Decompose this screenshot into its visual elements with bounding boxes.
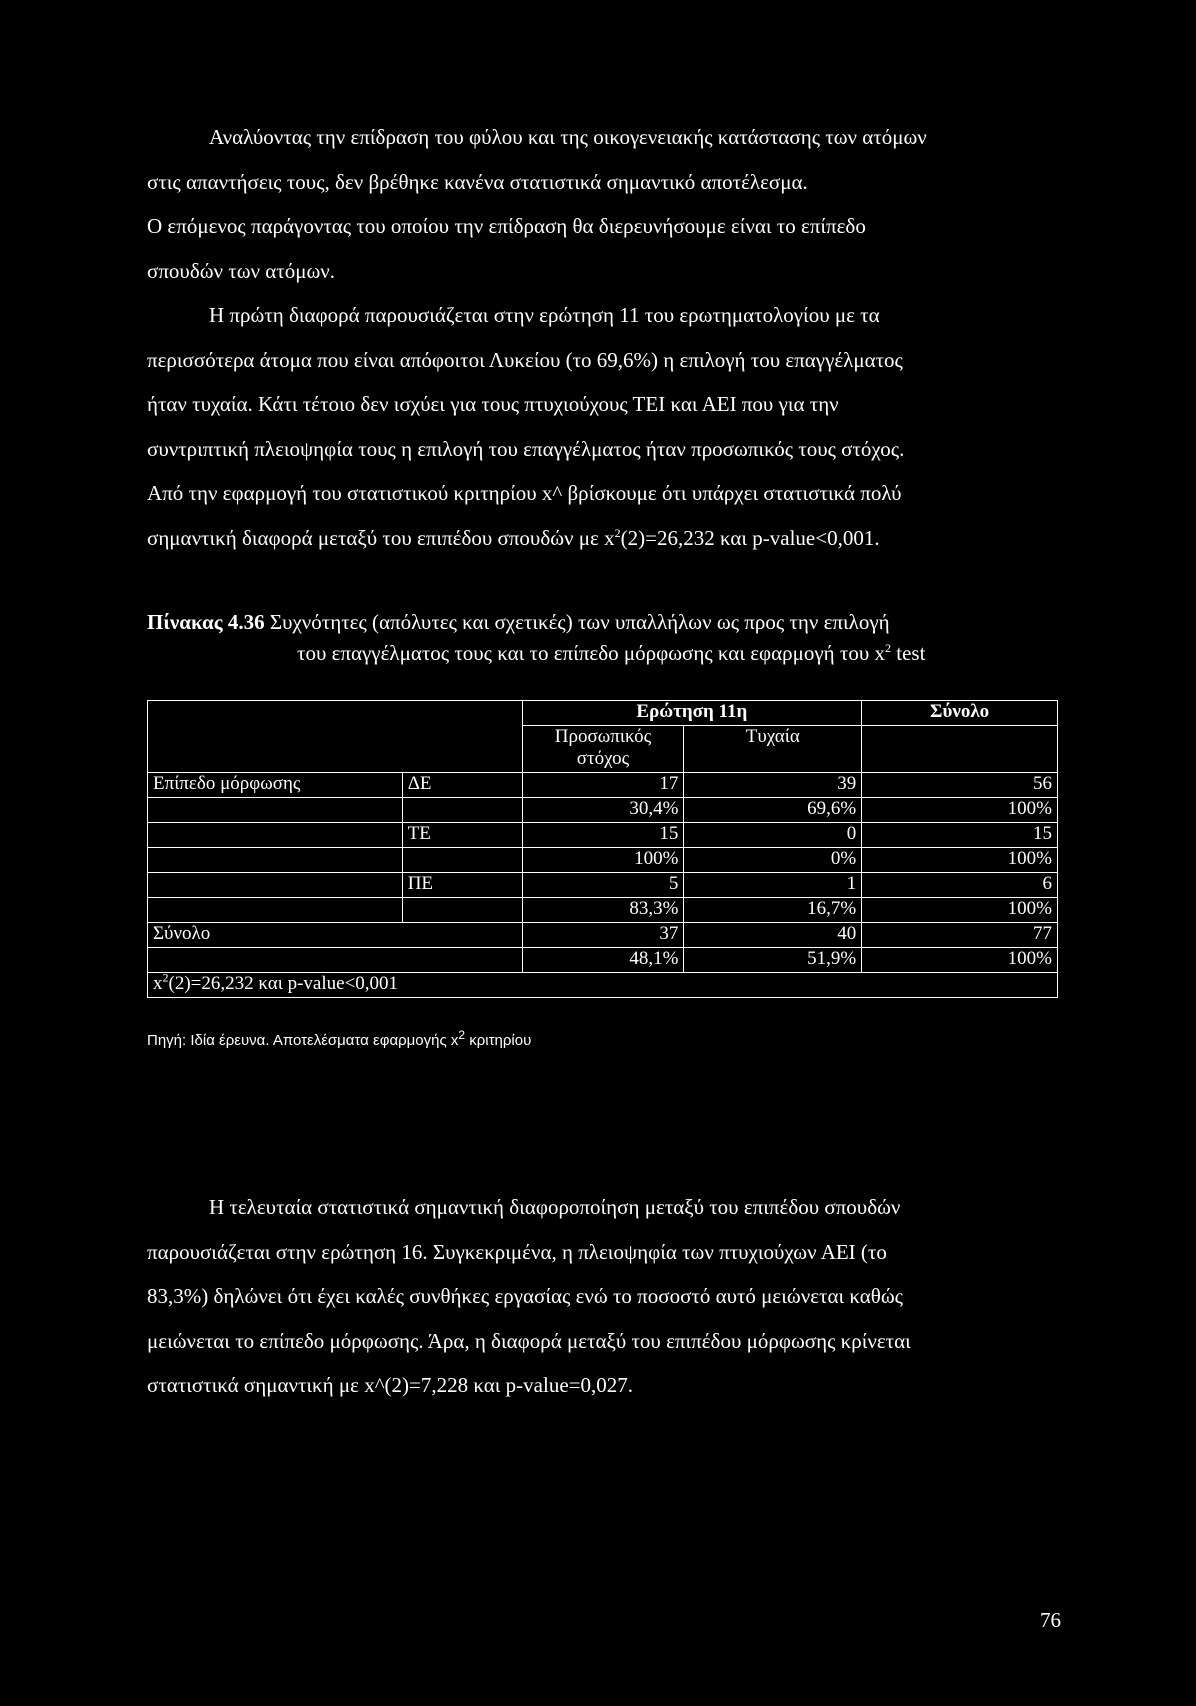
cell: 16,7% xyxy=(684,898,862,923)
table-row xyxy=(148,726,1058,773)
empty-cell xyxy=(148,873,403,898)
caption-text: του επαγγέλματος τους και το επίπεδο μόρφωσης και εφαρμογή του x xyxy=(297,641,885,665)
text-line: Ο επόμενος παράγοντας του οποίου την επίδραση θα διερευνήσουμε είναι το επίπεδο xyxy=(147,214,866,238)
text: x xyxy=(153,973,163,994)
row-label: Επίπεδο μόρφωσης xyxy=(148,773,403,798)
cell: 5 xyxy=(522,873,684,898)
caption-text: Συχνότητες (απόλυτες και σχετικές) των υπαλλήλων ως προς την επιλογή xyxy=(264,610,890,634)
group-label xyxy=(402,898,522,923)
empty-cell xyxy=(862,726,1058,773)
empty-cell xyxy=(148,701,523,726)
table-row xyxy=(148,873,1058,898)
cell: 100% xyxy=(862,798,1058,823)
text: σημαντική διαφορά μεταξύ του επιπέδου σπουδών με x xyxy=(147,525,615,550)
text-line: 83,3%) δηλώνει ότι έχει καλές συνθήκες εργασίας ενώ το ποσοστό αυτό μειώνεται καθώς xyxy=(147,1284,903,1308)
cell: 30,4% xyxy=(522,798,684,823)
group-label: ΤΕ xyxy=(402,823,522,848)
empty-cell xyxy=(148,823,403,848)
header-random: Τυχαία xyxy=(684,726,862,773)
cell: 17 xyxy=(522,773,684,798)
cell: 15 xyxy=(522,823,684,848)
header-question: Ερώτηση 11η xyxy=(522,701,862,726)
table-source xyxy=(147,1028,532,1049)
text-line: Η πρώτη διαφορά παρουσιάζεται στην ερώτηση 11 του ερωτηματολογίου με τα xyxy=(209,303,880,327)
superscript: 2 xyxy=(614,525,621,540)
text-line: Η τελευταία στατιστικά σημαντική διαφοροποίηση μεταξύ του επιπέδου σπουδών xyxy=(209,1195,901,1219)
text: Πηγή: Ιδία έρευνα. Αποτελέσματα εφαρμογής x xyxy=(147,1032,459,1049)
cell: 0 xyxy=(684,823,862,848)
cell: 15 xyxy=(862,823,1058,848)
empty-cell xyxy=(148,898,403,923)
cell: 77 xyxy=(862,923,1058,948)
group-label: ΔΕ xyxy=(402,773,522,798)
table-row xyxy=(148,773,1058,798)
group-label xyxy=(402,798,522,823)
cell: 39 xyxy=(684,773,862,798)
empty-cell xyxy=(148,726,523,773)
table-row xyxy=(148,798,1058,823)
table-caption xyxy=(147,607,1065,669)
page-number: 76 xyxy=(1040,1608,1061,1632)
group-label xyxy=(402,848,522,873)
table-row xyxy=(148,973,1058,998)
text-line: περισσότερα άτομα που είναι απόφοιτοι Λυκείου (το 69,6%) η επιλογή του επαγγέλματος xyxy=(147,347,903,372)
paragraph-gender-marital xyxy=(147,115,1065,293)
text-line: παρουσιάζεται στην ερώτηση 16. Συγκεκριμένα, η πλειοψηφία των πτυχιούχων ΑΕΙ (το xyxy=(147,1239,887,1264)
table-row xyxy=(148,701,1058,726)
cell: 100% xyxy=(862,898,1058,923)
cell: 83,3% xyxy=(522,898,684,923)
cell: 37 xyxy=(522,923,684,948)
table-footer xyxy=(148,970,1058,998)
table-row xyxy=(148,848,1058,873)
text-line: Από την εφαρμογή του στατιστικού κριτηρίου x^ βρίσκουμε ότι υπάρχει στατιστικά πολύ xyxy=(147,481,902,505)
cell: 0% xyxy=(684,848,862,873)
cell: 6 xyxy=(862,873,1058,898)
cell: 100% xyxy=(862,848,1058,873)
text-line: μειώνεται το επίπεδο μόρφωσης. Άρα, η διαφορά μεταξύ του επιπέδου μόρφωσης κρίνεται xyxy=(147,1328,911,1353)
cell: 40 xyxy=(684,923,862,948)
cell: 51,9% xyxy=(684,948,862,973)
text-line: ήταν τυχαία. Κάτι τέτοιο δεν ισχύει για τους πτυχιούχους ΤΕΙ και ΑΕΙ που για την xyxy=(147,392,839,416)
total-label: Σύνολο xyxy=(148,923,523,948)
empty-cell xyxy=(148,798,403,823)
empty-cell xyxy=(148,848,403,873)
cell: 1 xyxy=(684,873,862,898)
cell: 100% xyxy=(862,948,1058,973)
text: (2)=26,232 και p-value<0,001. xyxy=(620,525,880,550)
superscript: 2 xyxy=(885,641,891,655)
text-line: σπουδών των ατόμων. xyxy=(147,258,336,283)
text-line: Αναλύοντας την επίδραση του φύλου και της οικογενειακής κατάστασης των ατόμων xyxy=(209,125,927,149)
table-row xyxy=(148,923,1058,948)
frequency-table-body xyxy=(147,700,1058,998)
text: κριτηρίου xyxy=(465,1032,532,1049)
caption-text: test xyxy=(891,641,926,665)
text-line: συντριπτική πλειοψηφία τους η επιλογή του επαγγέλματος ήταν προσωπικός τους στόχος. xyxy=(147,436,905,461)
table-row xyxy=(148,823,1058,848)
cell: 69,6% xyxy=(684,798,862,823)
paragraph-question-11 xyxy=(147,293,1065,560)
text: (2)=26,232 και p-value<0,001 xyxy=(168,973,399,994)
text-line xyxy=(147,516,1065,561)
cell: 100% xyxy=(522,848,684,873)
text-line: στατιστικά σημαντική με x^(2)=7,228 και p-value=0,027. xyxy=(147,1373,633,1397)
cell: 48,1% xyxy=(522,948,684,973)
empty-cell xyxy=(148,948,523,973)
group-label: ΠΕ xyxy=(402,873,522,898)
superscript: 2 xyxy=(458,1028,466,1042)
superscript: 2 xyxy=(162,970,169,985)
cell: 56 xyxy=(862,773,1058,798)
header-total: Σύνολο xyxy=(862,701,1058,726)
caption-label: Πίνακας 4.36 xyxy=(147,610,265,634)
text-line: στις απαντήσεις τους, δεν βρέθηκε κανένα στατιστικά σημαντικό αποτέλεσμα. xyxy=(147,169,808,194)
paragraph-question-16 xyxy=(147,1185,1065,1408)
table-row xyxy=(148,898,1058,923)
table-row xyxy=(148,948,1058,973)
header-personal-goal: Προσωπικός στόχος xyxy=(522,726,684,773)
